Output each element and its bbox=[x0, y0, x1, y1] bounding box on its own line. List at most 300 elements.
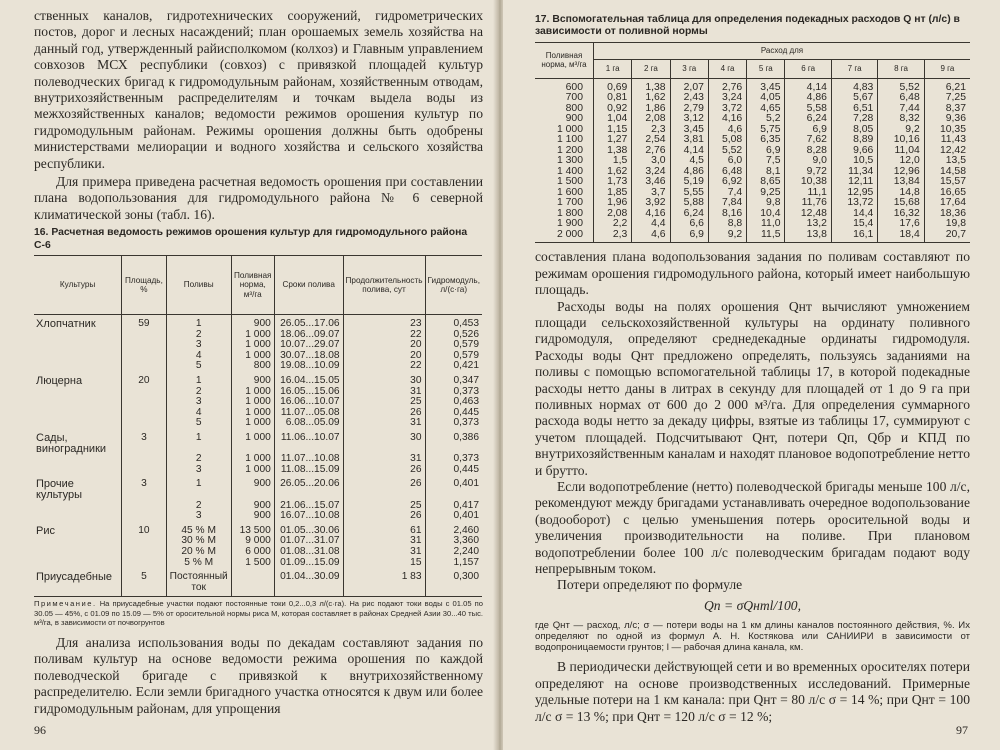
table16-crop-cell: Люцерна bbox=[34, 372, 122, 387]
table17-cell: 10,35 bbox=[939, 123, 966, 135]
table17-cell: 10,16 bbox=[878, 135, 924, 146]
table17-cell: 2,76 bbox=[632, 146, 670, 157]
table17-cell: 4,83 bbox=[831, 78, 877, 93]
table17-cell: 8,8 bbox=[708, 219, 746, 230]
table17-cell: 3,46 bbox=[632, 177, 670, 188]
table17-cell: 8,28 bbox=[785, 146, 831, 157]
table17-cell: 6,92 bbox=[708, 177, 746, 188]
table17-cell: 4,5 bbox=[670, 156, 708, 167]
table16-cell: 1 000 bbox=[231, 330, 274, 341]
table16-cell: 1 000 bbox=[231, 397, 274, 408]
table16-cell: 6.08...05.09 bbox=[274, 418, 343, 429]
table17-cell: 10,4 bbox=[747, 209, 785, 220]
table17-cell: 12,95 bbox=[831, 188, 877, 199]
table16-cell: 21.06...15.07 bbox=[274, 501, 343, 512]
table17-cell: 5,55 bbox=[670, 188, 708, 199]
table16-row bbox=[34, 372, 482, 387]
table16-header-cell: Сроки полива bbox=[274, 256, 343, 315]
table16-cell: 01.05...30.06 bbox=[274, 522, 343, 537]
table17-cell: 8,37 bbox=[945, 102, 966, 114]
table16-area-cell bbox=[122, 418, 166, 429]
table16-area-cell bbox=[122, 361, 166, 372]
left-page bbox=[0, 0, 497, 750]
table17-cell: 2,76 bbox=[708, 78, 746, 93]
table16-area-cell bbox=[122, 397, 166, 408]
intro-paragraph: ственных каналов, гидротехнических сооружений, гидрометрических постов, дорог и лесных насаждений; план орошаемых земель хозяйства на данный год, утвержденный райисполкомом (колхоз) и Главным управлением совхозов МСХ республики (совхоз) с привязкой площадей культур полеводческих бригад к гидромодульным районам, хозяйственным отводам, внутрихозяйственным распределителям и точкам выдела воды из межхозяйственных каналов; ведомости режимов орошения культур по гидромодульным районам. Режимы орошения должны быть одобрены министерствами мелиорации и водного хозяйства и сельского хозяйства республики. bbox=[34, 8, 483, 171]
table16-row bbox=[34, 465, 482, 476]
table16-cell: 3 bbox=[166, 465, 231, 476]
table16-cell: 31 bbox=[343, 454, 425, 465]
table16-cell: 900 bbox=[231, 511, 274, 522]
table17-norm-cell: 1 400 bbox=[535, 167, 594, 178]
table17-cell: 3,7 bbox=[632, 188, 670, 199]
table16-cell: 01.07...31.07 bbox=[274, 536, 343, 547]
table17-area-header: 9 га bbox=[924, 59, 970, 78]
table17-area-header: 1 га bbox=[594, 59, 632, 78]
formula-legend: где Qнт — расход, л/с; σ — потери воды на 1 км длины каналов постоянного действия, %. Их определяют по одной из формул А. Н. Костякова или САНИИРИ в зависимости от водопроницаемости грунтов; l — рабочая длина канала, км. bbox=[535, 619, 970, 654]
table16-cell: 1 000 bbox=[231, 429, 274, 454]
table16 bbox=[34, 255, 482, 597]
note-text: На приусадебные участки подают постоянные токи 0,2...0,3 л/(с·га). На рис подают токи воды с 01.05 по 30.05 — 45%, с 01.09 по 15.09 — 5% от оросительной нормы риса М, которая составляет в районах Средней Азии 30...40 тыс. м³/га, в зависимости от почвогрунтов bbox=[34, 599, 483, 627]
table16-cell: 23 bbox=[343, 315, 425, 330]
table16-cell: 26.05...20.06 bbox=[274, 475, 343, 500]
table17-cell: 2,54 bbox=[632, 135, 670, 146]
table16-cell: 1 000 bbox=[231, 454, 274, 465]
table16-cell: 10.07...29.07 bbox=[274, 340, 343, 351]
table16-cell: 1 83 bbox=[343, 568, 425, 597]
table17-area-header: 3 га bbox=[670, 59, 708, 78]
table17-cell: 12,48 bbox=[785, 209, 831, 220]
table17-cell: 20,7 bbox=[924, 230, 970, 243]
table16-cell: 0,445 bbox=[453, 463, 479, 475]
table16-header-cell: Поливы bbox=[166, 256, 231, 315]
table16-crop-cell: Сады, виноградники bbox=[34, 429, 122, 454]
table17-cell: 5,67 bbox=[831, 93, 877, 104]
left-page-number: 96 bbox=[34, 723, 46, 737]
table17-cell: 18,4 bbox=[878, 230, 924, 243]
table16-cell: 5 bbox=[166, 418, 231, 429]
table16-cell: 2,240 bbox=[453, 545, 479, 557]
table17-cell: 18,36 bbox=[939, 207, 966, 219]
table16-header-cell: Продолжительность полива, сут bbox=[343, 256, 425, 315]
table16-crop-cell bbox=[34, 465, 122, 476]
table17-cell: 13,84 bbox=[878, 177, 924, 188]
table16-area-cell bbox=[122, 536, 166, 547]
table17-cell: 4,6 bbox=[632, 230, 670, 243]
table17-cell: 8,05 bbox=[831, 125, 877, 136]
table17-cell: 7,62 bbox=[785, 135, 831, 146]
table16-body bbox=[34, 315, 482, 597]
table17-cell: 14,58 bbox=[939, 165, 966, 177]
table16-header-cell: Площадь, % bbox=[122, 256, 166, 315]
table17-area-header: 8 га bbox=[878, 59, 924, 78]
table16-area-cell bbox=[122, 387, 166, 398]
table17-cell: 2,08 bbox=[632, 114, 670, 125]
table17-cell: 9,25 bbox=[747, 188, 785, 199]
table16-cell: 0,421 bbox=[453, 360, 479, 372]
table16-cell: 3 bbox=[166, 397, 231, 408]
table16-area-cell bbox=[122, 501, 166, 512]
table16-cell: 26 bbox=[343, 465, 425, 476]
table17-cell: 2,43 bbox=[670, 93, 708, 104]
paragraph-5: В периодически действующей сети и во временных оросителях потери определяют на основе производственных исследований. Примерные удельные потери на 1 км канала: при Qнт = 80 л/с σ = 14 %; при Qнт = 100 л/с σ = 13 %; при Qнт = 120 л/с σ = 12 %; bbox=[535, 659, 970, 724]
table17-cell: 6,9 bbox=[747, 146, 785, 157]
table17-cell: 3,92 bbox=[632, 198, 670, 209]
paragraph-4: Потери определяют по формуле bbox=[557, 577, 743, 593]
table16-cell: 18.06...09.07 bbox=[274, 330, 343, 341]
table17-row bbox=[535, 78, 970, 93]
table16-cell: 1 500 bbox=[231, 558, 274, 569]
table17-cell: 7,44 bbox=[878, 104, 924, 115]
table17-cell: 2,3 bbox=[632, 125, 670, 136]
table16-crop-cell bbox=[34, 501, 122, 512]
table17-cell: 4,4 bbox=[632, 219, 670, 230]
table17-cell: 1,85 bbox=[594, 188, 632, 199]
table16-row bbox=[34, 315, 482, 330]
table16-area-cell bbox=[122, 340, 166, 351]
table16-cell: 31 bbox=[343, 536, 425, 547]
table17-cell: 0,69 bbox=[594, 78, 632, 93]
table17-cell: 11,5 bbox=[747, 230, 785, 243]
table17-cell: 4,65 bbox=[747, 104, 785, 115]
table17-cell: 1,73 bbox=[594, 177, 632, 188]
table17-cell: 6,24 bbox=[785, 114, 831, 125]
table17-norm-cell: 1 000 bbox=[535, 125, 594, 136]
table16-row bbox=[34, 361, 482, 372]
table16-row bbox=[34, 568, 482, 597]
table17-cell: 9,8 bbox=[747, 198, 785, 209]
table17-norm-cell: 900 bbox=[535, 114, 594, 125]
table16-cell: 16.04...15.05 bbox=[274, 372, 343, 387]
table16-crop-cell bbox=[34, 408, 122, 419]
table17-cell: 9,0 bbox=[785, 156, 831, 167]
table17-cell: 0,81 bbox=[594, 93, 632, 104]
table17-cell: 19,8 bbox=[945, 218, 966, 230]
table16-cell: 4 bbox=[166, 351, 231, 362]
table17-norm-cell: 2 000 bbox=[535, 230, 594, 243]
table16-crop-cell: Приусадебные bbox=[34, 568, 122, 597]
table16-crop-cell bbox=[34, 558, 122, 569]
table17-cell: 3,24 bbox=[708, 93, 746, 104]
table17 bbox=[535, 42, 970, 244]
table16-crop-cell bbox=[34, 418, 122, 429]
table17-cell: 1,04 bbox=[594, 114, 632, 125]
table17-cell: 16,32 bbox=[878, 209, 924, 220]
table16-header-cell: Культуры bbox=[34, 256, 122, 315]
table17-cell: 5,75 bbox=[747, 125, 785, 136]
table17-cell: 8,16 bbox=[708, 209, 746, 220]
table17-cell: 1,38 bbox=[632, 78, 670, 93]
table17-cell: 5,08 bbox=[708, 135, 746, 146]
table16-cell: 1 000 bbox=[231, 465, 274, 476]
table17-area-header: 2 га bbox=[632, 59, 670, 78]
table17-cell: 4,14 bbox=[785, 78, 831, 93]
table17-cell: 16,1 bbox=[831, 230, 877, 243]
table16-area-cell: 3 bbox=[122, 429, 166, 454]
table17-norm-cell: 1 100 bbox=[535, 135, 594, 146]
table16-cell: 3,360 bbox=[453, 535, 479, 547]
table17-cell: 3,45 bbox=[670, 125, 708, 136]
table16-cell: 2,460 bbox=[453, 524, 479, 536]
table17-cell: 15,57 bbox=[939, 176, 966, 188]
table16-area-cell bbox=[122, 454, 166, 465]
table16-cell: 0,300 bbox=[425, 568, 482, 597]
table16-cell: 30.07...18.08 bbox=[274, 351, 343, 362]
table16-crop-cell bbox=[34, 547, 122, 558]
table16-area-cell bbox=[122, 351, 166, 362]
table16-crop-cell: Прочие культуры bbox=[34, 475, 122, 500]
table16-row bbox=[34, 558, 482, 569]
table16-cell: 22 bbox=[343, 361, 425, 372]
table17-cell: 7,5 bbox=[747, 156, 785, 167]
table16-cell: 16.07...10.08 bbox=[274, 511, 343, 522]
table16-cell: 01.08...31.08 bbox=[274, 547, 343, 558]
table17-norm-cell: 700 bbox=[535, 93, 594, 104]
table16-cell: 2 bbox=[166, 501, 231, 512]
table16-cell: 5 bbox=[166, 361, 231, 372]
table17-area-header: 7 га bbox=[831, 59, 877, 78]
table16-cell: 0,386 bbox=[453, 432, 479, 444]
table17-cell: 3,81 bbox=[670, 135, 708, 146]
table16-cell: 13 500 bbox=[231, 522, 274, 537]
table16-cell: 900 bbox=[231, 475, 274, 500]
table17-cell: 6,9 bbox=[785, 125, 831, 136]
table16-cell: 1 000 bbox=[231, 408, 274, 419]
table17-norm-cell: 1 900 bbox=[535, 219, 594, 230]
table16-cell: 0,579 bbox=[453, 339, 479, 351]
table16-area-cell bbox=[122, 408, 166, 419]
table16-cell: 1 bbox=[166, 315, 231, 330]
table17-cell: 15,4 bbox=[831, 219, 877, 230]
table16-cell: 01.04...30.09 bbox=[274, 568, 343, 597]
table16-crop-cell bbox=[34, 511, 122, 522]
paragraph-3: Если водопотребление (нетто) полеводческой бригады меньше 100 л/с, рекомендуют между бригадами устанавливать очередное водопользование (водооборот) с целью уменьшения потерь оросительной воды и увеличения производительности на поливе. При плановом водопотреблении более 100 л/с полеводческим бригадам подают воду непрерывным током. bbox=[535, 479, 970, 577]
table17-cell: 8,89 bbox=[831, 135, 877, 146]
table16-cell: 1 000 bbox=[231, 387, 274, 398]
table16-cell: 3 bbox=[166, 511, 231, 522]
table17-cell: 7,4 bbox=[708, 188, 746, 199]
table17-cell: 8,1 bbox=[747, 167, 785, 178]
table16-cell: 0,579 bbox=[453, 349, 479, 361]
table17-cell: 13,8 bbox=[785, 230, 831, 243]
table16-cell bbox=[231, 568, 274, 597]
table17-cell: 8,65 bbox=[747, 177, 785, 188]
table17-norm-cell: 1 800 bbox=[535, 209, 594, 220]
table16-cell: 20 bbox=[343, 340, 425, 351]
table16-crop-cell bbox=[34, 454, 122, 465]
table16-cell: 9 000 bbox=[231, 536, 274, 547]
table16-crop-cell bbox=[34, 340, 122, 351]
table16-cell: 0,463 bbox=[453, 396, 479, 408]
table16-cell: 2 bbox=[166, 330, 231, 341]
table17-cell: 11,1 bbox=[785, 188, 831, 199]
table17-cell: 11,43 bbox=[940, 134, 966, 146]
closing-paragraph: Для анализа использования воды по декадам составляют задания по поливам культур на основе ведомости режима орошения по каждой полеводческой бригаде с привязкой к внутрихозяйственному распределителю. Если земли бригадного участка относятся к двум или более гидромодульным районам, для упрощения bbox=[34, 634, 483, 716]
table17-row bbox=[535, 230, 970, 243]
table17-cell: 4,14 bbox=[670, 146, 708, 157]
table16-cell: 0,401 bbox=[453, 478, 479, 490]
table16-cell: 1 000 bbox=[231, 340, 274, 351]
table16-cell: 0,401 bbox=[453, 510, 479, 522]
table17-cell: 10,38 bbox=[785, 177, 831, 188]
table16-cell: 19.08...10.09 bbox=[274, 361, 343, 372]
table16-crop-cell bbox=[34, 330, 122, 341]
right-page-number: 97 bbox=[956, 723, 968, 737]
table16-cell: 26 bbox=[343, 475, 425, 500]
table16-cell: 3 bbox=[166, 340, 231, 351]
table17-cell: 4,86 bbox=[670, 167, 708, 178]
table16-cell: 30 % М bbox=[166, 536, 231, 547]
table16-cell: 11.06...10.07 bbox=[274, 429, 343, 454]
paragraph-2: Расходы воды на полях орошения Qнт вычисляют умножением площади сельскохозяйственной культуры на ординату поливного гидромодуля, определяют среднедекадные ординаты гидромодуля. Расходы воды Qнт предложено определять, пользуясь заданиями на поливы с помощью вспомогательной таблицы 17, в которой подекадные расходы нетто даны в литрах в секунду для площадей от 1 до 9 га при поливных нормах от 600 до 2 000 м³/га. Для определения суммарного расхода воды нетто за декаду цифры, взятые из таблицы 17, суммируют с учетом площадей. Подсчитывают Qнт, потери Qп, Qбр и КПД по внутрихозяйственным каналам и находят плановое водопотребление нетто и брутто. bbox=[535, 298, 970, 478]
table16-cell: 45 % М bbox=[166, 522, 231, 537]
table17-cell: 6,21 bbox=[945, 81, 966, 93]
table17-norm-cell: 600 bbox=[535, 78, 594, 93]
table16-crop-cell bbox=[34, 351, 122, 362]
table16-row bbox=[34, 418, 482, 429]
table17-cell: 13,72 bbox=[831, 198, 877, 209]
table17-cell: 12,96 bbox=[878, 167, 924, 178]
table17-norm-cell: 1 500 bbox=[535, 177, 594, 188]
table17-cell: 5,52 bbox=[708, 146, 746, 157]
table17-cell: 6,48 bbox=[878, 93, 924, 104]
table17-area-header: 6 га bbox=[785, 59, 831, 78]
table16-row bbox=[34, 547, 482, 558]
table16-area-cell bbox=[122, 547, 166, 558]
table17-area-header: 4 га bbox=[708, 59, 746, 78]
table17-header-row-2 bbox=[535, 59, 970, 78]
table17-cell: 2,2 bbox=[594, 219, 632, 230]
table16-cell: 4 bbox=[166, 408, 231, 419]
table16-cell: 1 bbox=[166, 475, 231, 500]
table17-cell: 9,72 bbox=[785, 167, 831, 178]
table16-cell: 0,526 bbox=[453, 328, 479, 340]
table17-cell: 11,34 bbox=[831, 167, 877, 178]
table16-cell: 22 bbox=[343, 330, 425, 341]
table17-cell: 6,6 bbox=[670, 219, 708, 230]
table16-area-cell: 3 bbox=[122, 475, 166, 500]
table16-crop-cell bbox=[34, 397, 122, 408]
table17-cell: 1,86 bbox=[632, 104, 670, 115]
table17-cell: 6,48 bbox=[708, 167, 746, 178]
table17-caption: 17. Вспомогательная таблица для определения подекадных расходов Q нт (л/с) в зависимости от поливной нормы bbox=[535, 14, 960, 38]
table17-cell: 15,68 bbox=[878, 198, 924, 209]
table17-norm-header: Поливная норма, м³/га bbox=[535, 42, 594, 78]
table17-cell: 8,32 bbox=[878, 114, 924, 125]
table16-cell: 16.05...15.06 bbox=[274, 387, 343, 398]
table17-norm-cell: 1 200 bbox=[535, 146, 594, 157]
table16-row bbox=[34, 475, 482, 500]
table16-cell: 0,373 bbox=[453, 417, 479, 429]
table16-cell: 1 000 bbox=[231, 418, 274, 429]
table17-cell: 1,38 bbox=[594, 146, 632, 157]
paragraph-1: составления плана водопользования задания по поливам составляют по режимам орошения гидромодульного района, который имеет наибольшую площадь. bbox=[535, 249, 970, 298]
table16-cell: 1,157 bbox=[453, 556, 479, 568]
table17-cell: 3,12 bbox=[670, 114, 708, 125]
table17-cell: 12,0 bbox=[878, 156, 924, 167]
table17-area-header: 5 га bbox=[747, 59, 785, 78]
table16-cell: 30 bbox=[343, 429, 425, 454]
table17-cell: 6,0 bbox=[708, 156, 746, 167]
table17-cell: 1,96 bbox=[594, 198, 632, 209]
table17-header-row-1 bbox=[535, 42, 970, 59]
table17-cell: 7,84 bbox=[708, 198, 746, 209]
table16-cell: 31 bbox=[343, 547, 425, 558]
table17-norm-cell: 1 300 bbox=[535, 156, 594, 167]
table17-cell: 9,36 bbox=[945, 113, 966, 125]
table17-cell: 1,15 bbox=[594, 125, 632, 136]
table17-cell: 3,0 bbox=[632, 156, 670, 167]
table16-cell: 2 bbox=[166, 387, 231, 398]
table16-cell: 1 bbox=[166, 372, 231, 387]
table17-cell: 5,19 bbox=[670, 177, 708, 188]
table16-cell: 16.06...10.07 bbox=[274, 397, 343, 408]
table16-crop-cell: Хлопчатник bbox=[34, 315, 122, 330]
table16-cell: 900 bbox=[231, 315, 274, 330]
table16-cell: 31 bbox=[343, 418, 425, 429]
table16-cell: 61 bbox=[343, 522, 425, 537]
table17-cell: 16,65 bbox=[939, 186, 966, 198]
table16-cell: 0,373 bbox=[453, 385, 479, 397]
table17-cell: 5,52 bbox=[878, 78, 924, 93]
table16-cell: 11.08...15.09 bbox=[274, 465, 343, 476]
table16-cell: 1 bbox=[166, 429, 231, 454]
table17-cell: 17,6 bbox=[878, 219, 924, 230]
table17-cell: 0,92 bbox=[594, 104, 632, 115]
table17-cell: 3,24 bbox=[632, 167, 670, 178]
table16-cell: 01.09...15.09 bbox=[274, 558, 343, 569]
table17-norm-cell: 1 700 bbox=[535, 198, 594, 209]
table16-cell: 11.07...10.08 bbox=[274, 454, 343, 465]
table16-header-row bbox=[34, 256, 482, 315]
table17-group-header: Расход для bbox=[594, 42, 971, 59]
table17-cell: 11,0 bbox=[747, 219, 785, 230]
table17-cell: 10,5 bbox=[831, 156, 877, 167]
table16-cell: 0,453 bbox=[453, 318, 479, 330]
table17-norm-cell: 800 bbox=[535, 104, 594, 115]
table17-cell: 4,86 bbox=[785, 93, 831, 104]
table16-cell: 0,373 bbox=[453, 453, 479, 465]
table16-header-cell: Поливная норма, м³/га bbox=[231, 256, 274, 315]
table17-cell: 5,2 bbox=[747, 114, 785, 125]
table16-cell: 6 000 bbox=[231, 547, 274, 558]
table17-cell: 14,4 bbox=[831, 209, 877, 220]
table16-cell: 900 bbox=[231, 501, 274, 512]
table17-cell: 4,16 bbox=[632, 209, 670, 220]
table17-norm-cell: 1 600 bbox=[535, 188, 594, 199]
table16-cell: 1 000 bbox=[231, 351, 274, 362]
table16-crop-cell: Рис bbox=[34, 522, 122, 537]
table17-cell: 4,05 bbox=[747, 93, 785, 104]
right-page bbox=[503, 0, 1000, 750]
table16-area-cell: 10 bbox=[122, 522, 166, 537]
table17-cell: 2,79 bbox=[670, 104, 708, 115]
table17-cell: 2,08 bbox=[594, 209, 632, 220]
table16-cell: 2 bbox=[166, 454, 231, 465]
table16-cell: Постоянный ток bbox=[166, 568, 231, 597]
table16-cell: 30 bbox=[343, 372, 425, 387]
table16-cell: 800 bbox=[231, 361, 274, 372]
table16-crop-cell bbox=[34, 361, 122, 372]
table17-cell: 6,24 bbox=[670, 209, 708, 220]
table17-cell: 6,35 bbox=[747, 135, 785, 146]
table17-cell: 7,28 bbox=[831, 114, 877, 125]
table17-cell: 3,72 bbox=[708, 104, 746, 115]
table17-cell: 5,58 bbox=[785, 104, 831, 115]
table17-cell: 7,25 bbox=[945, 92, 966, 104]
table16-cell: 0,417 bbox=[453, 499, 479, 511]
table17-cell: 6,9 bbox=[670, 230, 708, 243]
